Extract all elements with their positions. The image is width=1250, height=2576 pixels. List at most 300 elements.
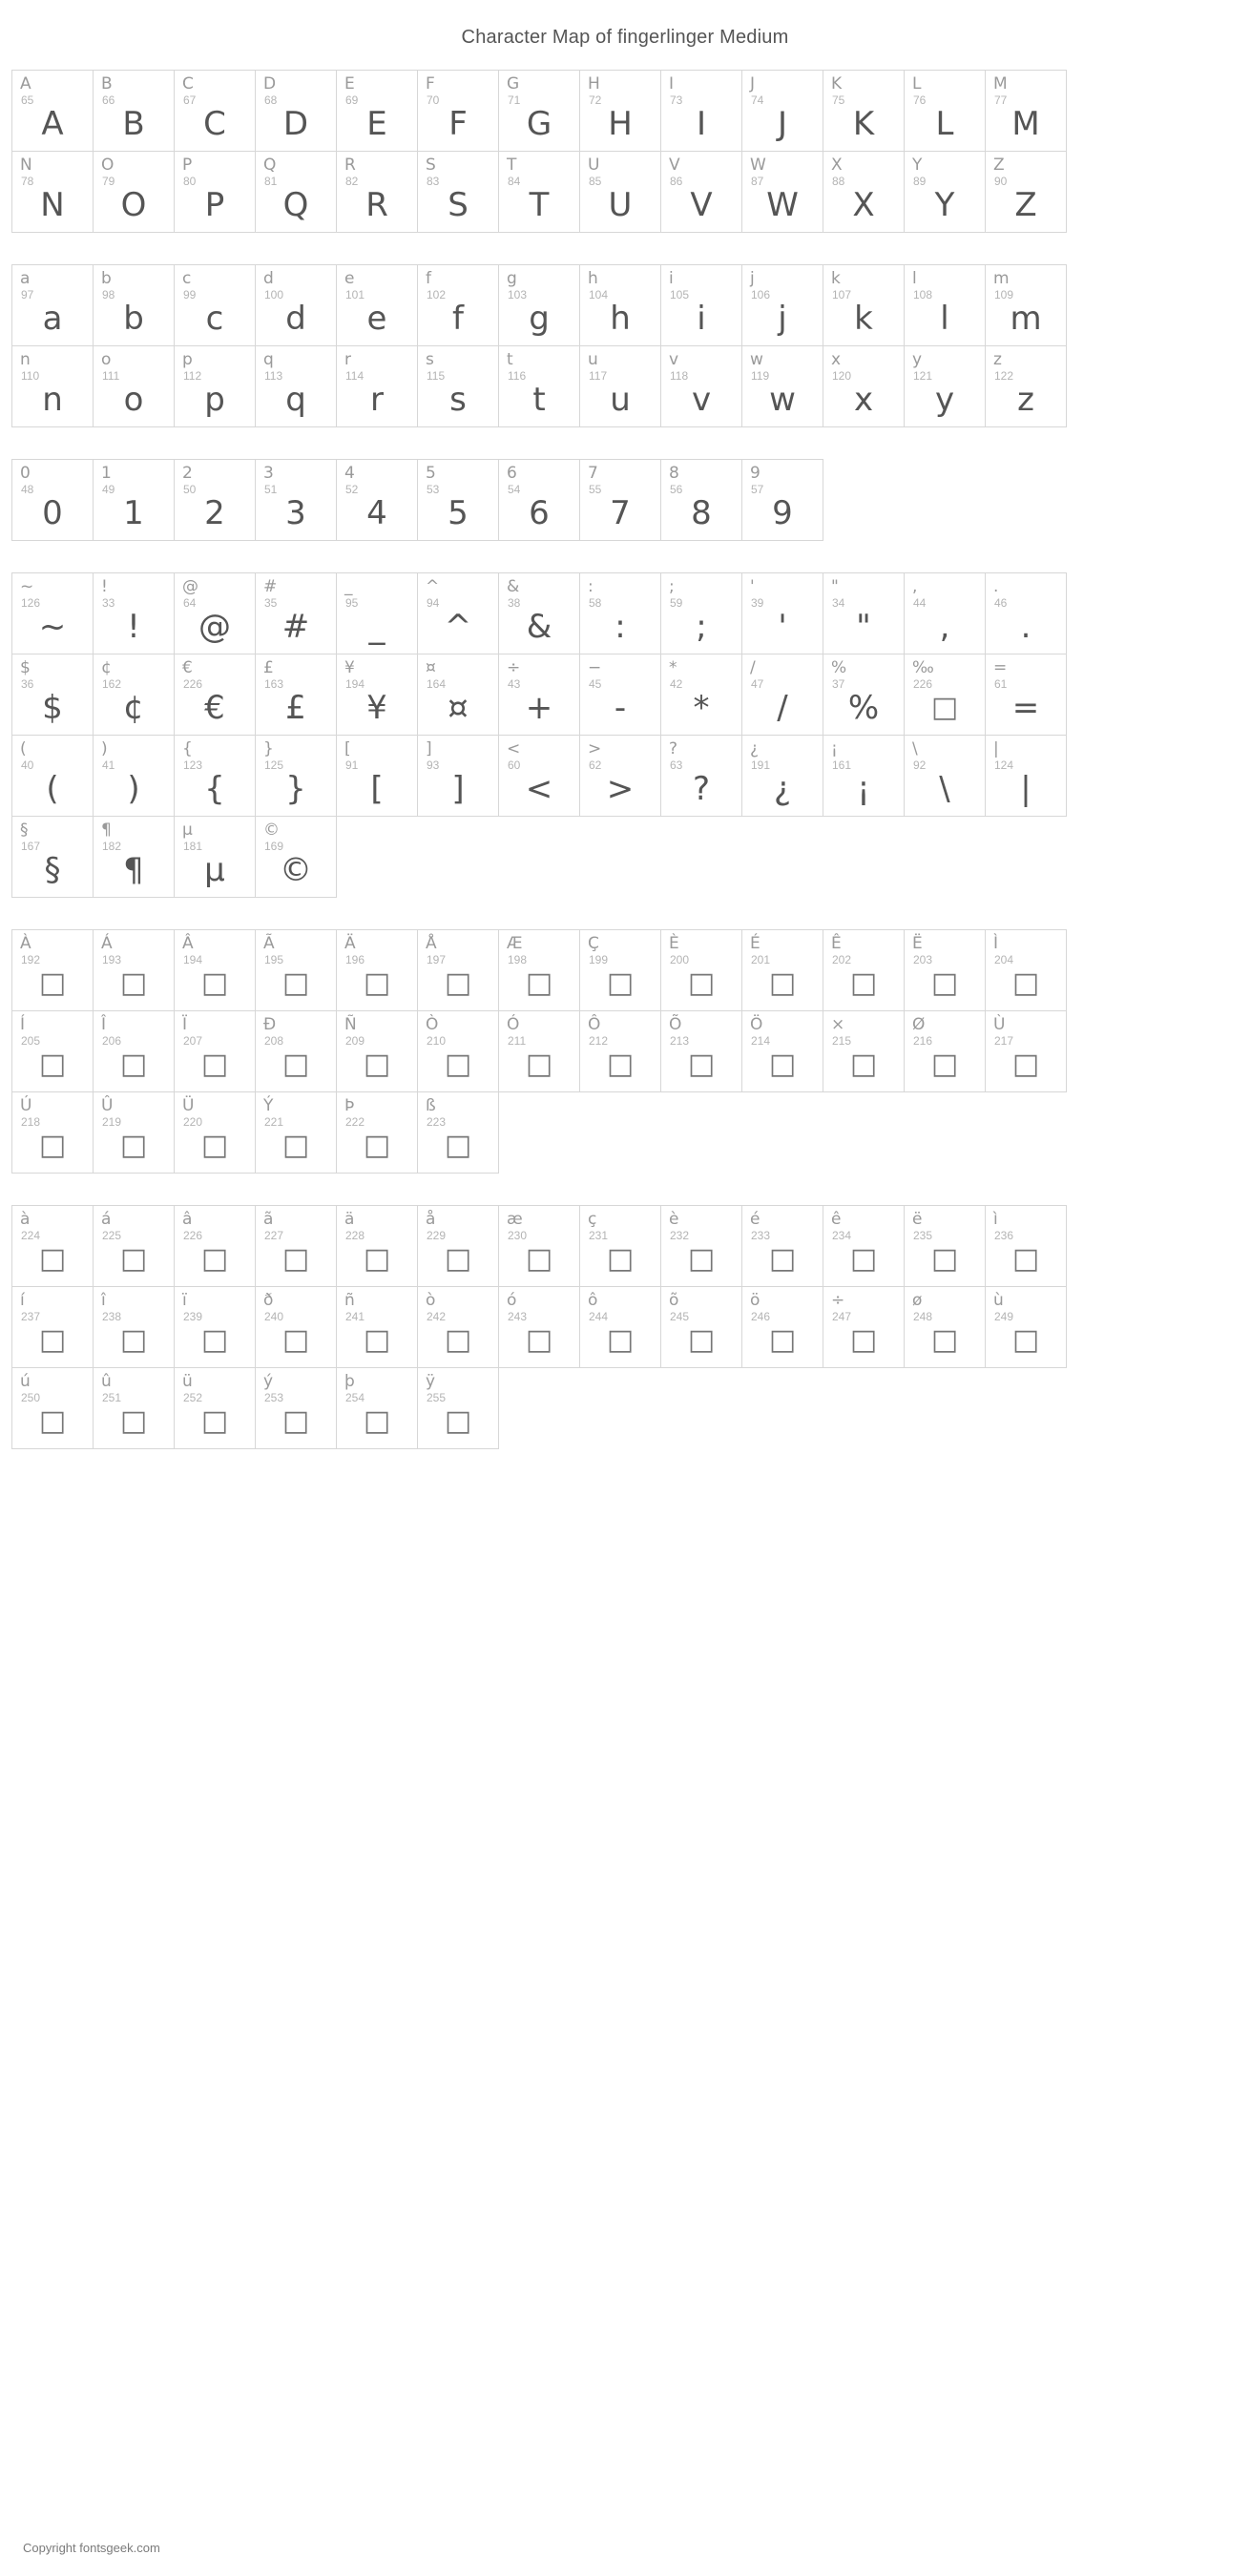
char-label: ä (344, 1210, 355, 1229)
char-cell[interactable] (336, 345, 418, 427)
char-cell[interactable] (904, 345, 986, 427)
char-code: 112 (183, 369, 202, 383)
char-cell[interactable] (417, 929, 499, 1011)
char-cell[interactable] (985, 70, 1067, 152)
char-cell[interactable] (985, 1286, 1067, 1368)
char-cell[interactable] (823, 572, 905, 654)
char-cell[interactable] (93, 459, 175, 541)
char-label: v (669, 350, 679, 369)
char-glyph: ! (127, 608, 140, 646)
char-label: k (831, 269, 841, 288)
char-glyph: □ (281, 1048, 310, 1081)
char-code: 206 (102, 1034, 122, 1048)
char-code: 238 (102, 1310, 122, 1323)
char-cell[interactable] (255, 70, 337, 152)
char-cell[interactable] (579, 151, 661, 233)
char-code: 245 (670, 1310, 690, 1323)
char-cell[interactable] (93, 735, 175, 817)
char-cell[interactable] (93, 572, 175, 654)
char-cell[interactable] (11, 929, 94, 1011)
char-code: 64 (183, 596, 197, 610)
char-cell[interactable] (93, 1205, 175, 1287)
char-cell[interactable] (417, 70, 499, 152)
char-code: 52 (345, 483, 359, 496)
char-cell[interactable] (11, 264, 94, 346)
char-cell[interactable] (579, 1205, 661, 1287)
char-cell[interactable] (823, 929, 905, 1011)
char-cell[interactable] (417, 1091, 499, 1174)
char-cell[interactable] (336, 1367, 418, 1449)
char-cell[interactable] (579, 459, 661, 541)
char-cell[interactable] (417, 735, 499, 817)
char-glyph: [ (370, 770, 384, 808)
char-cell[interactable] (741, 264, 823, 346)
char-code: 38 (508, 596, 521, 610)
char-cell[interactable] (741, 70, 823, 152)
char-code: 42 (670, 677, 683, 691)
char-glyph: □ (119, 1129, 148, 1162)
char-code: 40 (21, 758, 34, 772)
char-cell[interactable] (417, 654, 499, 736)
char-cell[interactable] (174, 151, 256, 233)
char-label: Ú (20, 1096, 32, 1115)
char-glyph: ] (451, 770, 465, 808)
char-cell[interactable] (741, 151, 823, 233)
char-cell[interactable] (660, 70, 742, 152)
char-cell[interactable] (660, 654, 742, 736)
char-code: 201 (751, 953, 771, 966)
char-cell[interactable] (174, 1205, 256, 1287)
char-cell[interactable] (985, 264, 1067, 346)
char-glyph: h (610, 300, 631, 338)
char-cell[interactable] (336, 1205, 418, 1287)
char-glyph: □ (930, 691, 959, 724)
char-code: 219 (102, 1115, 122, 1129)
char-cell[interactable] (255, 345, 337, 427)
char-cell[interactable] (823, 151, 905, 233)
char-cell[interactable] (904, 654, 986, 736)
char-glyph: □ (606, 1323, 635, 1357)
char-cell[interactable] (417, 1010, 499, 1092)
char-cell[interactable] (985, 735, 1067, 817)
char-cell[interactable] (985, 1010, 1067, 1092)
char-cell[interactable] (498, 1286, 580, 1368)
char-cell[interactable] (255, 572, 337, 654)
char-label: = (993, 658, 1008, 677)
char-code: 182 (102, 840, 122, 853)
char-cell[interactable] (579, 929, 661, 1011)
char-cell[interactable] (660, 151, 742, 233)
char-cell[interactable] (985, 654, 1067, 736)
char-glyph: + (525, 689, 553, 727)
char-glyph: N (40, 186, 65, 224)
char-cell[interactable] (498, 151, 580, 233)
char-label: c (182, 269, 192, 288)
char-code: 33 (102, 596, 115, 610)
char-code: 126 (21, 596, 41, 610)
char-code: 237 (21, 1310, 41, 1323)
char-cell[interactable] (93, 264, 175, 346)
char-cell[interactable] (579, 654, 661, 736)
char-cell[interactable] (93, 70, 175, 152)
char-glyph: P (204, 186, 225, 224)
char-cell[interactable] (11, 1010, 94, 1092)
char-code: 227 (264, 1229, 284, 1242)
char-cell[interactable] (336, 264, 418, 346)
char-cell[interactable] (336, 654, 418, 736)
char-cell[interactable] (741, 572, 823, 654)
char-cell[interactable] (255, 1010, 337, 1092)
char-label: ì (993, 1210, 998, 1229)
character-blocks (0, 70, 1250, 1448)
char-cell[interactable] (741, 654, 823, 736)
char-label: Î (101, 1015, 107, 1034)
char-cell[interactable] (336, 1286, 418, 1368)
char-label: t (507, 350, 513, 369)
char-label: $ (20, 658, 31, 677)
char-cell[interactable] (579, 572, 661, 654)
char-cell[interactable] (255, 654, 337, 736)
char-cell[interactable] (741, 345, 823, 427)
char-code: 97 (21, 288, 34, 301)
char-cell[interactable] (255, 1286, 337, 1368)
char-cell[interactable] (174, 1367, 256, 1449)
char-cell[interactable] (174, 459, 256, 541)
char-cell[interactable] (93, 1091, 175, 1174)
char-cell[interactable] (417, 1367, 499, 1449)
char-cell[interactable] (174, 654, 256, 736)
char-cell[interactable] (255, 264, 337, 346)
char-cell[interactable] (336, 572, 418, 654)
char-cell[interactable] (823, 1205, 905, 1287)
char-cell[interactable] (174, 70, 256, 152)
char-label: Å (426, 934, 437, 953)
char-cell[interactable] (904, 151, 986, 233)
char-cell[interactable] (174, 1091, 256, 1174)
char-cell[interactable] (11, 735, 94, 817)
char-cell[interactable] (660, 264, 742, 346)
char-cell[interactable] (660, 1010, 742, 1092)
char-cell[interactable] (904, 929, 986, 1011)
char-cell[interactable] (255, 816, 337, 898)
char-cell[interactable] (174, 1286, 256, 1368)
char-cell[interactable] (174, 345, 256, 427)
char-glyph: n (42, 381, 63, 419)
char-label: Ã (263, 934, 275, 953)
char-glyph: □ (363, 1323, 391, 1357)
char-cell[interactable] (660, 459, 742, 541)
char-cell[interactable] (498, 1205, 580, 1287)
char-cell[interactable] (904, 1010, 986, 1092)
char-label: Ä (344, 934, 356, 953)
char-cell[interactable] (660, 735, 742, 817)
char-glyph: = (1011, 689, 1040, 727)
char-cell[interactable] (174, 816, 256, 898)
char-cell[interactable] (93, 1367, 175, 1449)
char-cell[interactable] (985, 151, 1067, 233)
char-cell[interactable] (336, 1091, 418, 1174)
char-cell[interactable] (823, 70, 905, 152)
char-glyph: $ (42, 689, 63, 727)
char-cell[interactable] (174, 929, 256, 1011)
char-cell[interactable] (823, 264, 905, 346)
char-label: ¶ (101, 821, 112, 840)
char-cell[interactable] (174, 1010, 256, 1092)
char-label: Â (182, 934, 194, 953)
char-row (11, 929, 1239, 1010)
char-cell[interactable] (985, 929, 1067, 1011)
char-glyph: : (615, 608, 626, 646)
char-cell[interactable] (579, 70, 661, 152)
char-cell[interactable] (93, 816, 175, 898)
char-code: 216 (913, 1034, 933, 1048)
char-cell[interactable] (11, 151, 94, 233)
char-cell[interactable] (11, 459, 94, 541)
char-label: õ (669, 1291, 679, 1310)
char-cell[interactable] (498, 1010, 580, 1092)
char-cell[interactable] (11, 1091, 94, 1174)
char-label: ¢ (101, 658, 112, 677)
char-code: 191 (751, 758, 771, 772)
char-glyph: @ (198, 608, 231, 646)
char-cell[interactable] (93, 929, 175, 1011)
char-cell[interactable] (985, 345, 1067, 427)
char-cell[interactable] (336, 151, 418, 233)
char-label: ü (182, 1372, 193, 1391)
char-cell[interactable] (741, 735, 823, 817)
char-code: 118 (670, 369, 689, 383)
char-cell[interactable] (11, 70, 94, 152)
char-cell[interactable] (255, 459, 337, 541)
char-code: 119 (751, 369, 770, 383)
char-label: X (831, 156, 843, 175)
char-cell[interactable] (660, 1205, 742, 1287)
char-cell[interactable] (93, 151, 175, 233)
char-label: d (263, 269, 274, 288)
char-glyph: □ (606, 966, 635, 1000)
char-cell[interactable] (11, 1286, 94, 1368)
char-label: H (588, 74, 600, 93)
char-label: ç (588, 1210, 597, 1229)
char-cell[interactable] (579, 1286, 661, 1368)
char-row (11, 1091, 1239, 1173)
char-cell[interactable] (498, 654, 580, 736)
char-label: { (182, 739, 193, 758)
char-cell[interactable] (823, 1286, 905, 1368)
char-code: 83 (427, 175, 440, 188)
char-block-uppercase-latin (11, 70, 1239, 232)
char-code: 90 (994, 175, 1008, 188)
char-label: M (993, 74, 1008, 93)
char-cell[interactable] (741, 1010, 823, 1092)
char-label: 9 (750, 464, 760, 483)
char-cell[interactable] (660, 572, 742, 654)
char-glyph: □ (363, 966, 391, 1000)
char-glyph: > (606, 770, 635, 808)
char-cell[interactable] (498, 929, 580, 1011)
char-code: 214 (751, 1034, 771, 1048)
char-cell[interactable] (11, 345, 94, 427)
char-cell[interactable] (255, 1205, 337, 1287)
char-block-lowercase-latin (11, 264, 1239, 426)
char-cell[interactable] (11, 1367, 94, 1449)
char-cell[interactable] (255, 929, 337, 1011)
char-code: 164 (427, 677, 447, 691)
char-cell[interactable] (660, 929, 742, 1011)
char-code: 193 (102, 953, 122, 966)
char-glyph: □ (38, 1048, 67, 1081)
char-glyph: z (1017, 381, 1034, 419)
char-glyph: A (41, 105, 64, 143)
char-glyph: " (856, 608, 871, 646)
char-cell[interactable] (579, 345, 661, 427)
char-cell[interactable] (741, 459, 823, 541)
char-cell[interactable] (741, 1286, 823, 1368)
char-cell[interactable] (985, 572, 1067, 654)
char-glyph: ¶ (123, 851, 144, 889)
char-label: ? (669, 739, 678, 758)
char-cell[interactable] (498, 572, 580, 654)
char-code: 234 (832, 1229, 852, 1242)
char-block-latin-1-uppercase-accented (11, 929, 1239, 1173)
char-glyph: □ (930, 966, 959, 1000)
char-cell[interactable] (741, 929, 823, 1011)
char-code: 57 (751, 483, 764, 496)
char-glyph: ¥ (366, 689, 387, 727)
char-label: 7 (588, 464, 598, 483)
char-cell[interactable] (336, 1010, 418, 1092)
char-cell[interactable] (417, 345, 499, 427)
char-code: 113 (264, 369, 283, 383)
char-label: ý (263, 1372, 274, 1391)
char-code: 251 (102, 1391, 122, 1404)
char-cell[interactable] (579, 1010, 661, 1092)
char-cell[interactable] (93, 654, 175, 736)
char-glyph: § (44, 851, 61, 889)
char-glyph: ) (127, 770, 140, 808)
char-cell[interactable] (823, 654, 905, 736)
char-cell[interactable] (660, 345, 742, 427)
char-label: K (831, 74, 843, 93)
char-glyph: d (285, 300, 306, 338)
char-cell[interactable] (93, 1010, 175, 1092)
char-cell[interactable] (498, 264, 580, 346)
char-block-latin-1-lowercase-accented (11, 1205, 1239, 1448)
char-cell[interactable] (336, 70, 418, 152)
char-cell[interactable] (904, 572, 986, 654)
char-cell[interactable] (904, 1205, 986, 1287)
char-label: } (263, 739, 274, 758)
char-cell[interactable] (255, 1367, 337, 1449)
char-label: m (993, 269, 1010, 288)
copyright-footer: Copyright fontsgeek.com (23, 2541, 160, 2555)
char-cell[interactable] (498, 70, 580, 152)
char-cell[interactable] (579, 264, 661, 346)
char-cell[interactable] (823, 1010, 905, 1092)
char-label: % (831, 658, 847, 677)
char-glyph: □ (1011, 1242, 1040, 1276)
char-cell[interactable] (417, 1205, 499, 1287)
char-cell[interactable] (336, 459, 418, 541)
char-code: 66 (102, 93, 115, 107)
char-code: 202 (832, 953, 852, 966)
char-cell[interactable] (417, 264, 499, 346)
char-cell[interactable] (174, 264, 256, 346)
char-cell[interactable] (823, 345, 905, 427)
char-cell[interactable] (336, 735, 418, 817)
char-cell[interactable] (498, 459, 580, 541)
char-cell[interactable] (498, 735, 580, 817)
char-label: q (263, 350, 274, 369)
char-label: Ò (426, 1015, 439, 1034)
char-label: ú (20, 1372, 31, 1391)
char-row (11, 1205, 1239, 1286)
char-code: 242 (427, 1310, 447, 1323)
char-cell[interactable] (11, 1205, 94, 1287)
char-cell[interactable] (498, 345, 580, 427)
char-cell[interactable] (255, 1091, 337, 1174)
char-code: 196 (345, 953, 365, 966)
char-label: 0 (20, 464, 31, 483)
char-cell[interactable] (660, 1286, 742, 1368)
char-glyph: v (691, 381, 712, 419)
char-cell[interactable] (904, 70, 986, 152)
char-code: 43 (508, 677, 521, 691)
char-cell[interactable] (11, 572, 94, 654)
char-cell[interactable] (904, 735, 986, 817)
char-cell[interactable] (417, 151, 499, 233)
char-cell[interactable] (255, 735, 337, 817)
char-glyph: ¤ (448, 689, 469, 727)
char-cell[interactable] (93, 1286, 175, 1368)
char-label: _ (344, 577, 353, 596)
char-cell[interactable] (904, 264, 986, 346)
char-cell[interactable] (174, 735, 256, 817)
char-label: É (750, 934, 760, 953)
char-glyph: Z (1014, 186, 1037, 224)
char-cell[interactable] (93, 345, 175, 427)
char-row (11, 1367, 1239, 1448)
char-cell[interactable] (417, 1286, 499, 1368)
char-glyph: □ (687, 1242, 716, 1276)
char-code: 105 (670, 288, 690, 301)
char-cell[interactable] (741, 1205, 823, 1287)
char-cell[interactable] (417, 459, 499, 541)
char-cell[interactable] (174, 572, 256, 654)
char-cell[interactable] (11, 654, 94, 736)
char-label: ] (426, 739, 432, 758)
char-code: 44 (913, 596, 927, 610)
char-code: 86 (670, 175, 683, 188)
char-cell[interactable] (255, 151, 337, 233)
char-cell[interactable] (823, 735, 905, 817)
char-cell[interactable] (579, 735, 661, 817)
char-label: , (912, 577, 918, 596)
char-label: À (20, 934, 31, 953)
char-cell[interactable] (336, 929, 418, 1011)
char-cell[interactable] (904, 1286, 986, 1368)
char-label: . (993, 577, 999, 596)
char-label: * (669, 658, 677, 677)
char-cell[interactable] (417, 572, 499, 654)
char-glyph: ? (692, 770, 711, 808)
char-glyph: □ (768, 966, 797, 1000)
char-label: é (750, 1210, 760, 1229)
char-label: I (669, 74, 675, 93)
char-cell[interactable] (985, 1205, 1067, 1287)
char-label: ð (263, 1291, 274, 1310)
char-cell[interactable] (11, 816, 94, 898)
